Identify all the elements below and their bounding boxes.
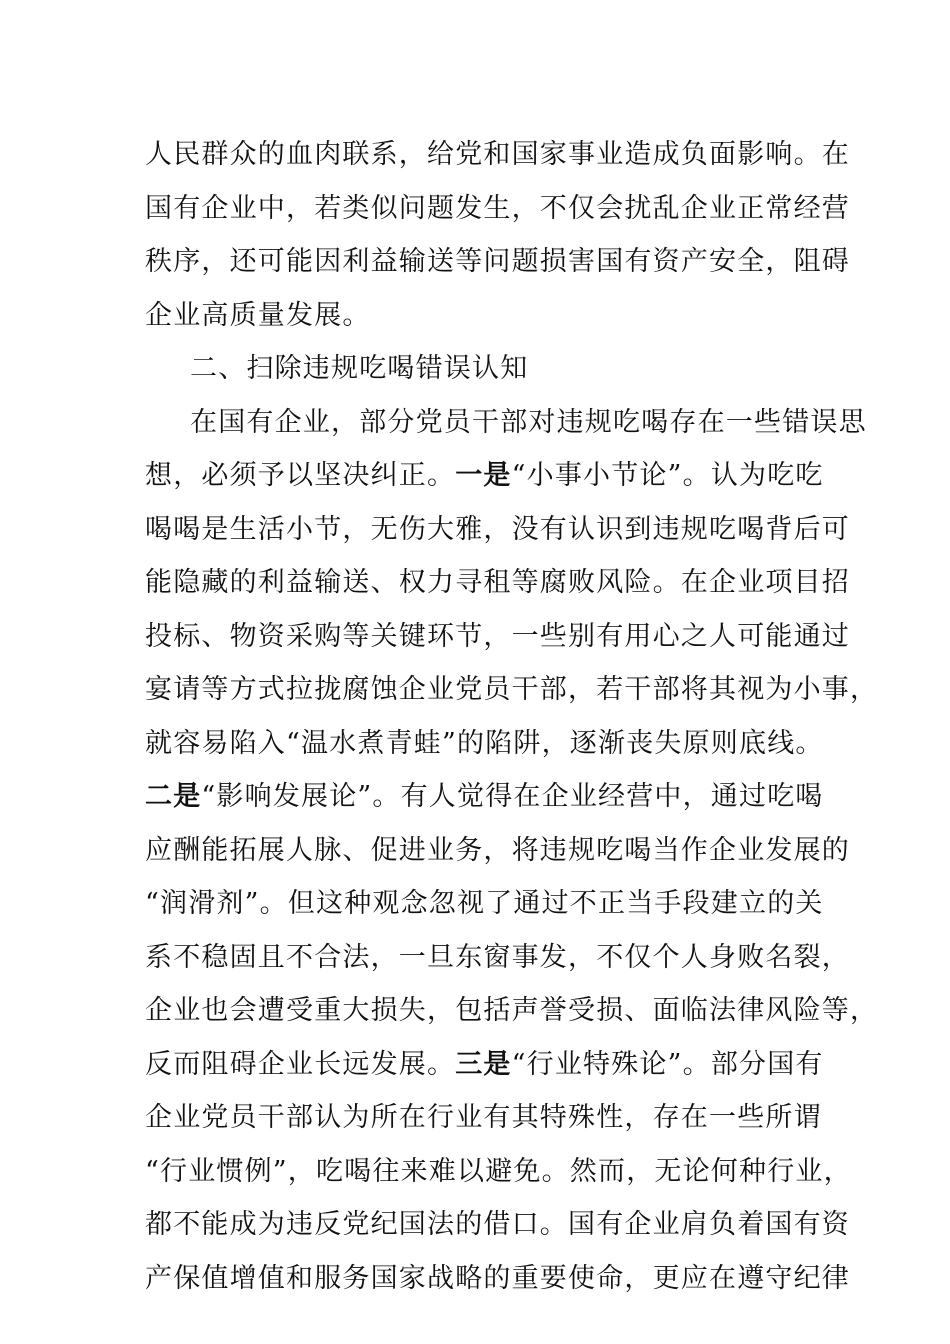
text-segment: 产保值增值和服务国家战略的重要使命，更应在遵守纪律	[145, 1262, 850, 1294]
bold-point-label: 一是	[455, 460, 512, 491]
text-segment: 国有企业中，若类似问题发生，不仅会扰乱企业正常经营	[145, 192, 850, 224]
text-segment: 在国有企业，部分党员干部对违规吃喝存在一些错误思	[190, 406, 867, 438]
text-line	[145, 824, 850, 878]
text-line	[145, 1091, 822, 1145]
text-segment: 想，必须予以坚决纠正。	[145, 460, 456, 491]
text-line	[145, 235, 850, 289]
text-segment: 能隐藏的利益输送、权力寻租等腐败风险。在企业项目招	[145, 567, 850, 598]
text-segment: “润滑剂”。但这种观念忽视了通过不正当手段建立的关	[145, 888, 824, 919]
text-line	[145, 128, 850, 182]
text-segment: 秩序，还可能因利益输送等问题损害国有资产安全，阻碍	[145, 246, 850, 277]
paragraph-first-line	[145, 396, 867, 450]
text-segment: “小事小节论”。认为吃吃	[511, 460, 824, 491]
text-line	[145, 770, 824, 824]
text-line	[145, 1198, 850, 1252]
text-line	[145, 1252, 850, 1306]
text-segment: 就容易陷入“温水煮青蛙”的陷阱，逐渐丧失原则底线。	[145, 727, 824, 759]
text-line	[145, 931, 850, 985]
body-text	[145, 128, 879, 1305]
text-line	[145, 610, 850, 664]
text-segment: “影响发展论”。有人觉得在企业经营中，通过吃喝	[201, 781, 824, 812]
text-line	[145, 1145, 852, 1199]
bold-point-label: 二是	[145, 781, 202, 812]
text-line	[145, 182, 850, 236]
heading-text: 二、扫除违规吃喝错误认知	[190, 353, 529, 384]
text-segment: 企业也会遭受重大损失，包括声誉受损、面临法律风险等，	[145, 995, 879, 1026]
text-line	[145, 556, 850, 610]
text-segment: 投标、物资采购等关键环节，一些别有用心之人可能通过	[145, 620, 850, 652]
section-heading	[145, 342, 805, 396]
text-line	[145, 984, 879, 1038]
text-segment: 企业党员干部认为所在行业有其特殊性，存在一些所谓	[145, 1102, 822, 1133]
text-segment: 宴请等方式拉拢腐蚀企业党员干部，若干部将其视为小事，	[145, 674, 879, 705]
text-segment: 企业高质量发展。	[145, 299, 371, 331]
text-line	[145, 1038, 824, 1092]
text-line	[145, 289, 805, 343]
text-segment: 系不稳固且不合法，一旦东窗事发，不仅个人身败名裂，	[145, 941, 850, 973]
text-line	[145, 877, 824, 931]
text-line	[145, 663, 879, 717]
text-segment: 喝喝是生活小节，无伤大雅，没有认识到违规吃喝背后可	[145, 513, 850, 545]
text-line	[145, 503, 850, 557]
text-segment: “行业特殊论”。部分国有	[511, 1048, 824, 1080]
text-segment: “行业惯例”，吃喝往来难以避免。然而，无论何种行业，	[145, 1155, 852, 1187]
text-segment: 人民群众的血肉联系，给党和国家事业造成负面影响。在	[145, 139, 850, 170]
text-segment: 反而阻碍企业长远发展。	[145, 1048, 456, 1080]
text-segment: 应酬能拓展人脉、促进业务，将违规吃喝当作企业发展的	[145, 834, 850, 866]
bold-point-label: 三是	[455, 1048, 512, 1080]
text-segment: 都不能成为违反党纪国法的借口。国有企业肩负着国有资	[145, 1209, 850, 1240]
text-line	[145, 717, 824, 771]
text-line	[145, 449, 824, 503]
